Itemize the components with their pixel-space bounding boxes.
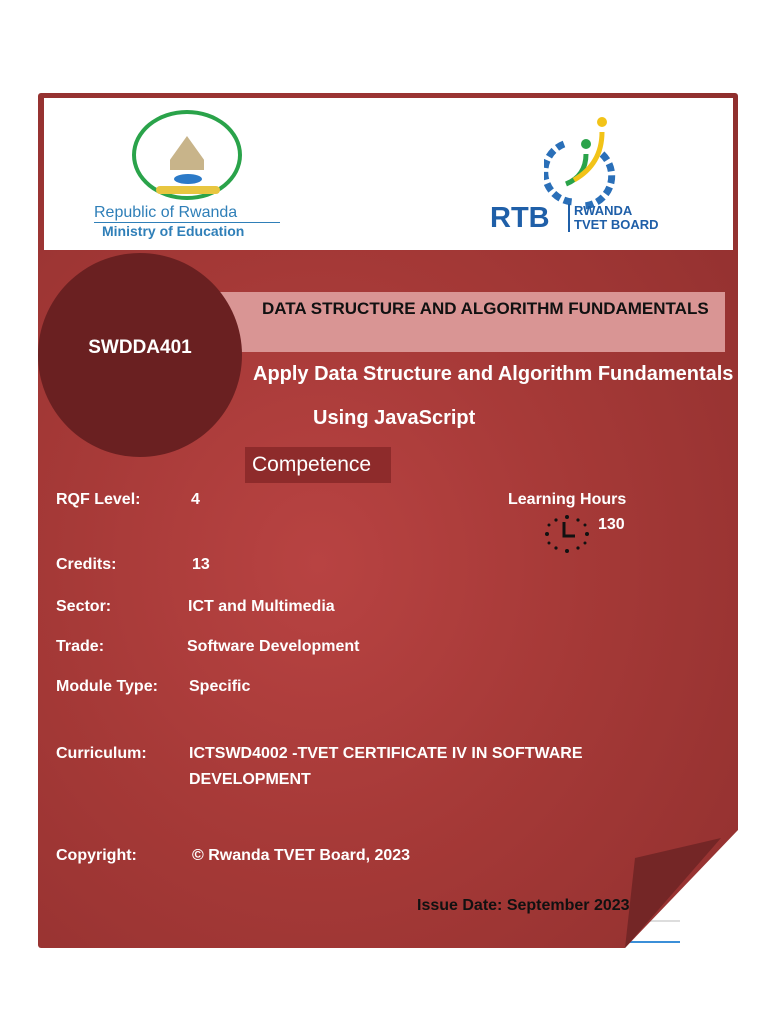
- rtb-gear-logo: [544, 114, 630, 214]
- module-code-circle: [38, 253, 242, 457]
- sector-value: ICT and Multimedia: [188, 598, 335, 615]
- competence-line2: Using JavaScript: [313, 407, 476, 429]
- rqf-label: RQF Level:: [56, 491, 141, 508]
- ministry-name: Republic of Rwanda: [94, 204, 238, 221]
- rtb-name-line1: RWANDA: [574, 203, 633, 218]
- rtb-name-line2: TVET BOARD: [574, 217, 659, 232]
- module-title: DATA STRUCTURE AND ALGORITHM FUNDAMENTALS: [262, 299, 709, 318]
- learning-hours-label: Learning Hours: [508, 491, 627, 508]
- learning-hours-value: 130: [598, 516, 625, 533]
- trade-label: Trade:: [56, 638, 105, 655]
- sector-label: Sector:: [56, 598, 112, 615]
- issue-date: Issue Date: September 2023: [417, 897, 630, 914]
- competence-line1: Apply Data Structure and Algorithm Fundamentals: [253, 363, 734, 385]
- divider-line: [568, 204, 570, 232]
- module-type-value: Specific: [189, 678, 251, 695]
- credits-value: 13: [192, 556, 210, 573]
- competence-label: Competence: [252, 453, 372, 476]
- rtb-abbr: RTB: [490, 202, 550, 234]
- copyright-label: Copyright:: [56, 847, 137, 864]
- rqf-value: 4: [191, 491, 200, 508]
- competence-label-box: [245, 447, 391, 483]
- curriculum-line2: DEVELOPMENT: [189, 771, 311, 788]
- module-code: SWDDA401: [88, 337, 192, 358]
- module-type-label: Module Type:: [56, 678, 158, 695]
- module-title-band: [210, 292, 725, 352]
- copyright-value: © Rwanda TVET Board, 2023: [192, 847, 411, 864]
- curriculum-line1: ICTSWD4002 -TVET CERTIFICATE IV IN SOFTWARE: [189, 745, 583, 762]
- logo-header: [44, 98, 733, 250]
- clock-icon: [543, 514, 591, 554]
- credits-label: Credits:: [56, 556, 117, 573]
- ministry-subtitle: Ministry of Education: [102, 223, 245, 239]
- trade-value: Software Development: [187, 638, 360, 655]
- rwanda-seal-logo: [132, 110, 242, 200]
- curriculum-label: Curriculum:: [56, 745, 147, 762]
